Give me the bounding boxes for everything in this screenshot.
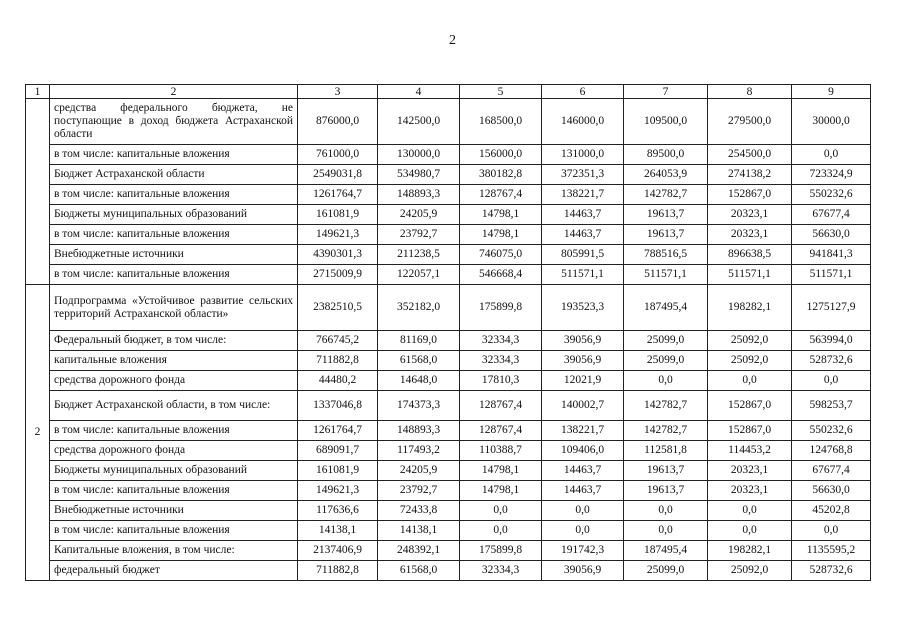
row-label: федеральный бюджет: [50, 561, 298, 581]
value-cell: 0,0: [792, 371, 871, 391]
header-cell: 6: [542, 85, 624, 99]
value-cell: 1261764,7: [298, 185, 378, 205]
table-row: [26, 521, 871, 541]
value-cell: 23792,7: [378, 481, 460, 501]
table-row: [26, 185, 871, 205]
table-row: [26, 421, 871, 441]
value-cell: 0,0: [460, 521, 542, 541]
value-cell: 896638,5: [708, 245, 792, 265]
table-row: [26, 225, 871, 245]
table-row: [26, 351, 871, 371]
value-cell: 1337046,8: [298, 391, 378, 421]
table-body: [26, 85, 871, 581]
value-cell: 0,0: [624, 521, 708, 541]
value-cell: 14463,7: [542, 481, 624, 501]
value-cell: 689091,7: [298, 441, 378, 461]
value-cell: 67677,4: [792, 205, 871, 225]
value-cell: 546668,4: [460, 265, 542, 285]
row-label: Бюджет Астраханской области: [50, 165, 298, 185]
value-cell: 19613,7: [624, 205, 708, 225]
value-cell: 25099,0: [624, 351, 708, 371]
value-cell: 0,0: [542, 521, 624, 541]
row-label: Бюджет Астраханской области, в том числе:: [50, 391, 298, 421]
table-row: [26, 461, 871, 481]
value-cell: 72433,8: [378, 501, 460, 521]
table-row: [26, 441, 871, 461]
header-cell: 4: [378, 85, 460, 99]
row-label: Бюджеты муниципальных образований: [50, 205, 298, 225]
row-label: Федеральный бюджет, в том числе:: [50, 331, 298, 351]
value-cell: 20323,1: [708, 205, 792, 225]
value-cell: 805991,5: [542, 245, 624, 265]
value-cell: 0,0: [624, 371, 708, 391]
table-row: [26, 561, 871, 581]
value-cell: 19613,7: [624, 461, 708, 481]
value-cell: 146000,0: [542, 99, 624, 145]
header-cell: 3: [298, 85, 378, 99]
value-cell: 711882,8: [298, 351, 378, 371]
value-cell: 32334,3: [460, 561, 542, 581]
value-cell: 175899,8: [460, 285, 542, 331]
value-cell: 14798,1: [460, 225, 542, 245]
value-cell: 14463,7: [542, 205, 624, 225]
value-cell: 114453,2: [708, 441, 792, 461]
value-cell: 20323,1: [708, 225, 792, 245]
value-cell: 0,0: [708, 501, 792, 521]
header-cell: 5: [460, 85, 542, 99]
table-row: [26, 391, 871, 421]
value-cell: 2382510,5: [298, 285, 378, 331]
table-row: [26, 205, 871, 225]
value-cell: 128767,4: [460, 185, 542, 205]
value-cell: 534980,7: [378, 165, 460, 185]
value-cell: 187495,4: [624, 285, 708, 331]
value-cell: 528732,6: [792, 561, 871, 581]
value-cell: 19613,7: [624, 225, 708, 245]
value-cell: 152867,0: [708, 391, 792, 421]
value-cell: 598253,7: [792, 391, 871, 421]
header-cell: 1: [26, 85, 50, 99]
table-row: [26, 265, 871, 285]
table-row: [26, 481, 871, 501]
value-cell: 67677,4: [792, 461, 871, 481]
value-cell: 44480,2: [298, 371, 378, 391]
value-cell: 14798,1: [460, 461, 542, 481]
value-cell: 187495,4: [624, 541, 708, 561]
page-number: 2: [449, 33, 456, 48]
value-cell: 109500,0: [624, 99, 708, 145]
value-cell: 198282,1: [708, 285, 792, 331]
value-cell: 174373,3: [378, 391, 460, 421]
value-cell: 723324,9: [792, 165, 871, 185]
value-cell: 39056,9: [542, 561, 624, 581]
value-cell: 19613,7: [624, 481, 708, 501]
table-row: [26, 331, 871, 351]
value-cell: 56630,0: [792, 225, 871, 245]
value-cell: 32334,3: [460, 351, 542, 371]
value-cell: 248392,1: [378, 541, 460, 561]
row-label: в том числе: капитальные вложения: [50, 145, 298, 165]
row-label: в том числе: капитальные вложения: [50, 521, 298, 541]
row-label: капитальные вложения: [50, 351, 298, 371]
value-cell: 1135595,2: [792, 541, 871, 561]
value-cell: 372351,3: [542, 165, 624, 185]
header-cell: 2: [50, 85, 298, 99]
value-cell: 550232,6: [792, 185, 871, 205]
value-cell: 156000,0: [460, 145, 542, 165]
header-row: [26, 85, 871, 99]
value-cell: 511571,1: [542, 265, 624, 285]
value-cell: 0,0: [460, 501, 542, 521]
value-cell: 152867,0: [708, 421, 792, 441]
value-cell: 25092,0: [708, 561, 792, 581]
value-cell: 142782,7: [624, 185, 708, 205]
row-label: Подпрограмма «Устойчивое развитие сельских территорий Астраханской области»: [50, 285, 298, 331]
value-cell: 876000,0: [298, 99, 378, 145]
table-row: [26, 541, 871, 561]
value-cell: 138221,7: [542, 421, 624, 441]
value-cell: 14138,1: [378, 521, 460, 541]
value-cell: 128767,4: [460, 421, 542, 441]
value-cell: 175899,8: [460, 541, 542, 561]
value-cell: 352182,0: [378, 285, 460, 331]
table-row: [26, 245, 871, 265]
value-cell: 511571,1: [792, 265, 871, 285]
value-cell: 128767,4: [460, 391, 542, 421]
value-cell: 0,0: [792, 521, 871, 541]
value-cell: 142782,7: [624, 391, 708, 421]
value-cell: 550232,6: [792, 421, 871, 441]
row-label: средства федерального бюджета, не поступающие в доход бюджета Астраханской области: [50, 99, 298, 145]
value-cell: 254500,0: [708, 145, 792, 165]
row-label: в том числе: капитальные вложения: [50, 421, 298, 441]
row-label: Капитальные вложения, в том числе:: [50, 541, 298, 561]
value-cell: 149621,3: [298, 481, 378, 501]
row-label: в том числе: капитальные вложения: [50, 185, 298, 205]
value-cell: 89500,0: [624, 145, 708, 165]
value-cell: 761000,0: [298, 145, 378, 165]
value-cell: 109406,0: [542, 441, 624, 461]
value-cell: 148893,3: [378, 185, 460, 205]
budget-table: [25, 84, 871, 581]
value-cell: 131000,0: [542, 145, 624, 165]
value-cell: 264053,9: [624, 165, 708, 185]
table-row: [26, 501, 871, 521]
value-cell: 788516,5: [624, 245, 708, 265]
value-cell: 142782,7: [624, 421, 708, 441]
value-cell: 17810,3: [460, 371, 542, 391]
value-cell: 161081,9: [298, 205, 378, 225]
value-cell: 25099,0: [624, 331, 708, 351]
value-cell: 152867,0: [708, 185, 792, 205]
value-cell: 124768,8: [792, 441, 871, 461]
value-cell: 56630,0: [792, 481, 871, 501]
header-cell: 8: [708, 85, 792, 99]
value-cell: 0,0: [792, 145, 871, 165]
value-cell: 380182,8: [460, 165, 542, 185]
value-cell: 20323,1: [708, 461, 792, 481]
value-cell: 2549031,8: [298, 165, 378, 185]
value-cell: 563994,0: [792, 331, 871, 351]
value-cell: 45202,8: [792, 501, 871, 521]
value-cell: 168500,0: [460, 99, 542, 145]
value-cell: 14648,0: [378, 371, 460, 391]
value-cell: 746075,0: [460, 245, 542, 265]
row-label: Внебюджетные источники: [50, 501, 298, 521]
value-cell: 81169,0: [378, 331, 460, 351]
value-cell: 0,0: [542, 501, 624, 521]
value-cell: 140002,7: [542, 391, 624, 421]
value-cell: 198282,1: [708, 541, 792, 561]
value-cell: 161081,9: [298, 461, 378, 481]
value-cell: 149621,3: [298, 225, 378, 245]
value-cell: 528732,6: [792, 351, 871, 371]
value-cell: 138221,7: [542, 185, 624, 205]
value-cell: 511571,1: [708, 265, 792, 285]
value-cell: 39056,9: [542, 331, 624, 351]
value-cell: 39056,9: [542, 351, 624, 371]
value-cell: 61568,0: [378, 351, 460, 371]
value-cell: 14463,7: [542, 461, 624, 481]
value-cell: 2715009,9: [298, 265, 378, 285]
row-label: средства дорожного фонда: [50, 441, 298, 461]
table-row: [26, 285, 871, 331]
value-cell: 0,0: [708, 521, 792, 541]
value-cell: 14138,1: [298, 521, 378, 541]
value-cell: 30000,0: [792, 99, 871, 145]
value-cell: 1275127,9: [792, 285, 871, 331]
value-cell: 14798,1: [460, 481, 542, 501]
value-cell: 14463,7: [542, 225, 624, 245]
table-row: [26, 99, 871, 145]
row-label: в том числе: капитальные вложения: [50, 225, 298, 245]
table-row: [26, 165, 871, 185]
value-cell: 766745,2: [298, 331, 378, 351]
value-cell: 191742,3: [542, 541, 624, 561]
value-cell: 0,0: [624, 501, 708, 521]
row-label: Бюджеты муниципальных образований: [50, 461, 298, 481]
value-cell: 25099,0: [624, 561, 708, 581]
value-cell: 20323,1: [708, 481, 792, 501]
value-cell: 61568,0: [378, 561, 460, 581]
table-row: [26, 145, 871, 165]
value-cell: 0,0: [708, 371, 792, 391]
value-cell: 142500,0: [378, 99, 460, 145]
value-cell: 122057,1: [378, 265, 460, 285]
value-cell: 279500,0: [708, 99, 792, 145]
value-cell: 2137406,9: [298, 541, 378, 561]
value-cell: 25092,0: [708, 351, 792, 371]
row-label: Внебюджетные источники: [50, 245, 298, 265]
value-cell: 941841,3: [792, 245, 871, 265]
value-cell: 23792,7: [378, 225, 460, 245]
value-cell: 12021,9: [542, 371, 624, 391]
value-cell: 14798,1: [460, 205, 542, 225]
value-cell: 112581,8: [624, 441, 708, 461]
value-cell: 117493,2: [378, 441, 460, 461]
row-label: в том числе: капитальные вложения: [50, 265, 298, 285]
header-cell: 9: [792, 85, 871, 99]
value-cell: 274138,2: [708, 165, 792, 185]
value-cell: 193523,3: [542, 285, 624, 331]
row-number-cell: 2: [26, 285, 50, 581]
value-cell: 24205,9: [378, 205, 460, 225]
value-cell: 511571,1: [624, 265, 708, 285]
value-cell: 32334,3: [460, 331, 542, 351]
value-cell: 211238,5: [378, 245, 460, 265]
table-row: [26, 371, 871, 391]
value-cell: 711882,8: [298, 561, 378, 581]
value-cell: 110388,7: [460, 441, 542, 461]
value-cell: 148893,3: [378, 421, 460, 441]
row-number-cell: [26, 99, 50, 285]
value-cell: 24205,9: [378, 461, 460, 481]
row-label: средства дорожного фонда: [50, 371, 298, 391]
value-cell: 117636,6: [298, 501, 378, 521]
value-cell: 25092,0: [708, 331, 792, 351]
value-cell: 130000,0: [378, 145, 460, 165]
value-cell: 1261764,7: [298, 421, 378, 441]
header-cell: 7: [624, 85, 708, 99]
row-label: в том числе: капитальные вложения: [50, 481, 298, 501]
value-cell: 4390301,3: [298, 245, 378, 265]
